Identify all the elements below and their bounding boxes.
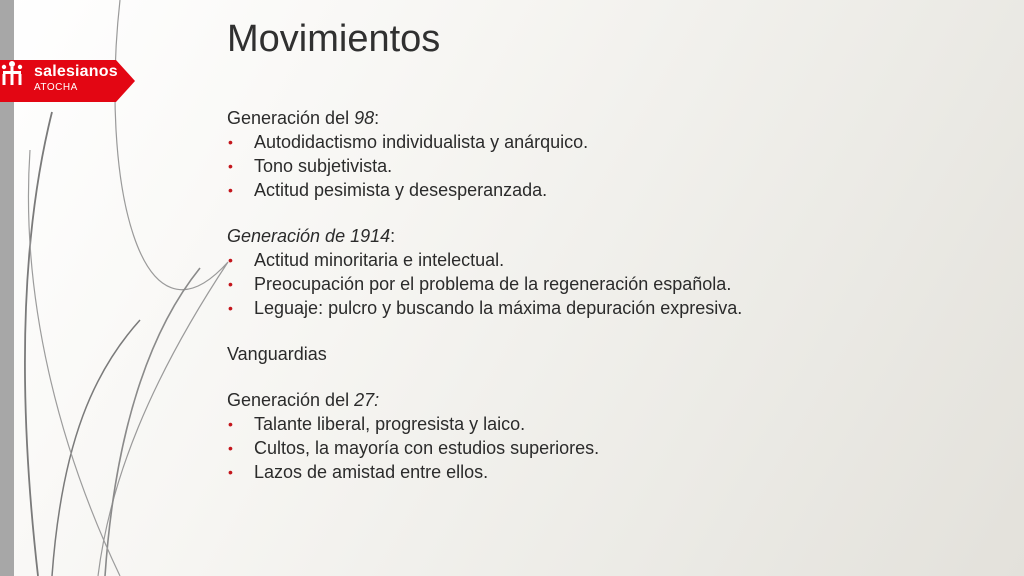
section-heading-g27: Generación del 27:: [227, 390, 380, 410]
bullet-icon: •: [228, 276, 233, 292]
bullet-icon: •: [228, 252, 233, 268]
list-item: • Leguaje: pulcro y buscando la máxima depuración expresiva.: [228, 298, 743, 318]
logo-subtitle: ATOCHA: [34, 82, 78, 93]
section-heading-g1914: Generación de 1914:: [227, 226, 396, 246]
salesianos-emblem-icon: [0, 60, 24, 86]
section-heading-vanguardias: Vanguardias: [227, 344, 327, 364]
section-heading-g98: Generación del 98:: [227, 108, 380, 128]
bullet-icon: •: [228, 300, 233, 316]
list-item: • Lazos de amistad entre ellos.: [228, 462, 489, 482]
bullet-icon: •: [228, 464, 233, 480]
list-item: • Cultos, la mayoría con estudios superiores.: [228, 438, 600, 458]
salesianos-logo: [0, 60, 135, 102]
list-item: • Preocupación por el problema de la regeneración española.: [228, 274, 732, 294]
list-item: • Talante liberal, progresista y laico.: [228, 414, 526, 434]
slide-content: [227, 106, 987, 484]
list-item: • Autodidactismo individualista y anárquico.: [228, 132, 589, 152]
list-item: • Actitud minoritaria e intelectual.: [228, 250, 505, 270]
slide-title: Movimientos: [227, 18, 441, 60]
bullet-icon: •: [228, 134, 233, 150]
logo-name: salesianos: [34, 63, 118, 80]
bullet-icon: •: [228, 182, 233, 198]
bullet-icon: •: [228, 158, 233, 174]
bullet-icon: •: [228, 440, 233, 456]
list-item: • Actitud pesimista y desesperanzada.: [228, 180, 548, 200]
bullet-icon: •: [228, 416, 233, 432]
list-item: • Tono subjetivista.: [228, 156, 393, 176]
